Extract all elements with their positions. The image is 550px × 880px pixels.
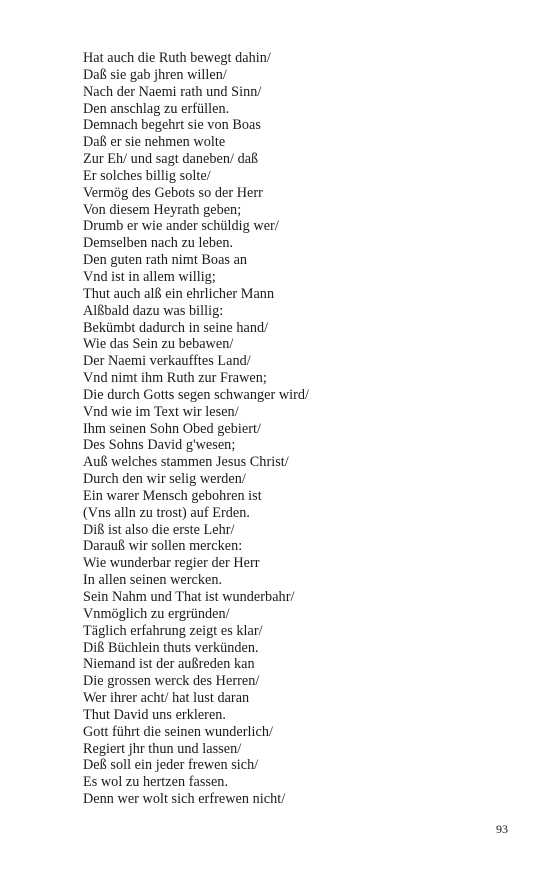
poem-line: Vermög des Gebots so der Herr [83,184,263,201]
poem-line: Es wol zu hertzen fassen. [83,774,229,791]
poem-line: Der Naemi verkaufftes Land/ [83,353,251,370]
poem-line: Den anschlag zu erfüllen. [83,100,230,117]
poem-line: Durch den wir selig werden/ [83,471,246,488]
poem-line: Drumb er wie ander schüldig wer/ [83,218,279,235]
poem-line: Vnmöglich zu ergründen/ [83,605,230,622]
poem-line: Wie das Sein zu bebawen/ [83,336,234,353]
poem-line: Er solches billig solte/ [83,167,211,184]
poem-line: Denn wer wolt sich erfrewen nicht/ [83,791,286,808]
poem-line: Niemand ist der außreden kan [83,656,255,673]
poem-line: Demselben nach zu leben. [83,235,234,252]
poem-line: Die grossen werck des Herren/ [83,673,260,690]
page-number: 93 [496,822,508,836]
poem-line: Die durch Gotts segen schwanger wird/ [83,386,310,403]
poem-line: Vnd nimt ihm Ruth zur Frawen; [83,370,267,387]
poem-text [83,50,523,808]
poem-line: Diß ist also die erste Lehr/ [83,521,235,538]
poem-line: Täglich erfahrung zeigt es klar/ [83,622,263,639]
poem-line: Hat auch die Ruth bewegt dahin/ [83,50,271,66]
poem-line: (Vns alln zu trost) auf Erden. [83,504,250,521]
poem-line: Bekümbt dadurch in seine hand/ [83,319,269,336]
poem-line: Daß sie gab jhren willen/ [83,66,227,83]
poem-line: Regiert jhr thun und lassen/ [83,740,242,757]
poem-line: Thut auch alß ein ehrlicher Mann [83,285,275,302]
poem-line: Vnd wie im Text wir lesen/ [83,403,239,420]
poem-line: Alßbald dazu was billig: [83,302,224,319]
poem-line: Von diesem Heyrath geben; [83,201,242,218]
poem-line: Wer ihrer acht/ hat lust daran [83,690,250,707]
poem-line: Demnach begehrt sie von Boas [83,117,261,134]
poem-line: Zur Eh/ und sagt daneben/ daß [83,151,259,168]
poem-line: Den guten rath nimt Boas an [83,252,248,269]
poem-line: Darauß wir sollen mercken: [83,538,243,555]
poem-line: Diß Büchlein thuts verkünden. [83,639,259,656]
poem-line: Wie wunderbar regier der Herr [83,555,260,572]
poem-line: Thut David uns erkleren. [83,706,227,723]
poem-line: Des Sohns David g'wesen; [83,437,236,454]
poem-line: Daß er sie nehmen wolte [83,134,226,151]
poem-line: Ein warer Mensch gebohren ist [83,487,262,504]
poem-line: Deß soll ein jeder frewen sich/ [83,757,259,774]
poem-line: Auß welches stammen Jesus Christ/ [83,454,289,471]
poem-line: Vnd ist in allem willig; [83,268,216,285]
poem-line: In allen seinen wercken. [83,572,223,589]
poem-line: Ihm seinen Sohn Obed gebiert/ [83,420,261,437]
poem-line: Nach der Naemi rath und Sinn/ [83,83,262,100]
poem-line: Sein Nahm und That ist wunderbahr/ [83,589,295,605]
poem-line: Gott führt die seinen wunderlich/ [83,723,273,740]
